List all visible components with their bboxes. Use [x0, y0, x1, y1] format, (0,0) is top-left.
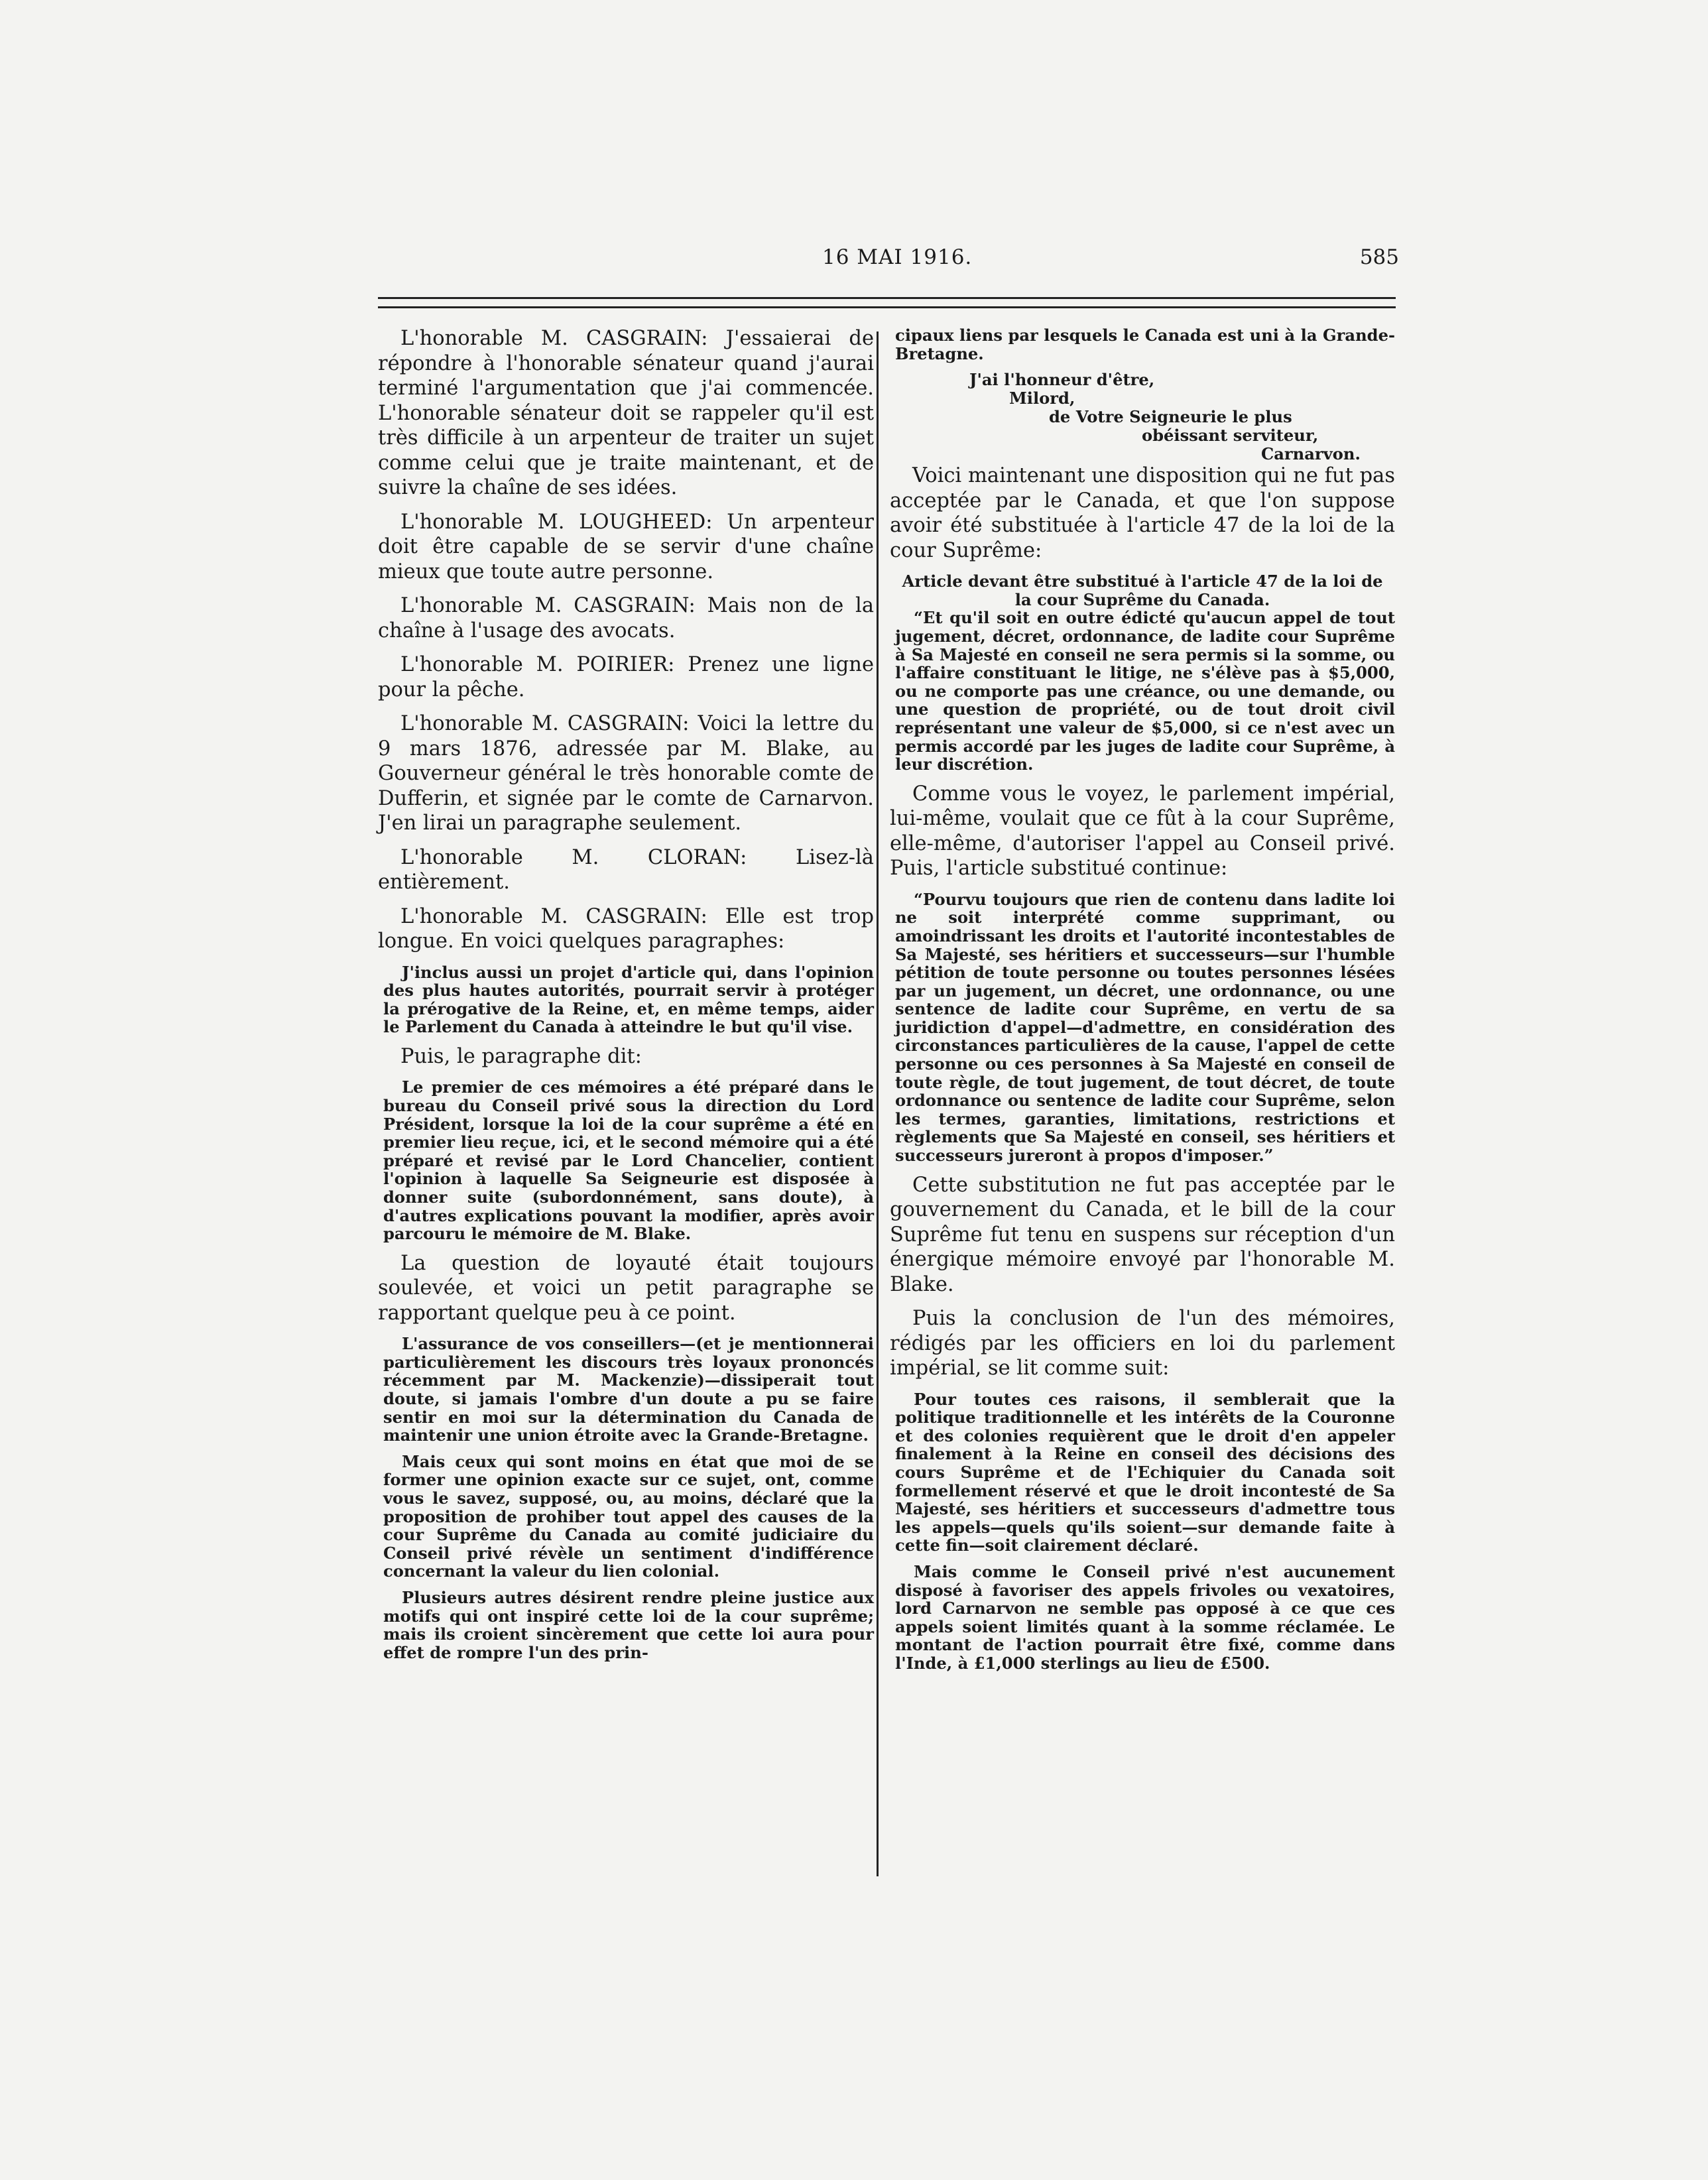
- header-date: 16 MAI 1916.: [822, 245, 973, 269]
- paragraph: L'honorable M. CASGRAIN: Elle est trop longue. En voici quelques paragraphes:: [378, 904, 874, 953]
- letter-signature-line: de Votre Seigneurie le plus: [1049, 407, 1292, 427]
- letter-signature-line: J'ai l'honneur d'être,: [969, 370, 1155, 390]
- header-rule-bottom: [378, 306, 1396, 308]
- quoted-paragraph: J'inclus aussi un projet d'article qui, dans l'opinion des plus hautes autorités, pourrait servir à protéger la prérogative de la Reine, et, en même temps, aider le Parlement du Canada à atteindre le but qu'il vise.: [383, 962, 874, 1037]
- paragraph: Cette substitution ne fut pas acceptée par le gouvernement du Canada, et le bill de la cour Suprême fut tenu en suspens sur réception d'un énergique mémoire envoyé par l'honorable M. Blake.: [890, 1173, 1395, 1296]
- paragraph: La question de loyauté était toujours soulevée, et voici un petit paragraphe se rapportant quelque peu à ce point.: [378, 1251, 874, 1325]
- paragraph: L'honorable M. LOUGHEED: Un arpenteur doit être capable de se servir d'une chaîne mieux que toute autre personne.: [378, 510, 874, 583]
- column-divider: [877, 332, 879, 1876]
- article-title: Article devant être substitué à l'article 47 de la loi de la cour Suprême du Canada.: [902, 572, 1383, 609]
- quoted-paragraph: Plusieurs autres désirent rendre pleine justice aux motifs qui ont inspiré cette loi de la cour suprême; mais ils croient sincèrement que cette loi aura pour effet de rompre l'un des prin-: [383, 1587, 874, 1662]
- left-column: [378, 326, 874, 1669]
- quoted-paragraph: Mais ceux qui sont moins en état que moi de se former une opinion exacte sur ce sujet, ont, comme vous le savez, supposé, ou, au moins, déclaré que la proposition de prohiber tout appel des causes de la cour Suprême du Canada au comité judiciaire du Conseil privé révèle un sentiment d'indifférence concernant la valeur du lien colonial.: [383, 1451, 874, 1581]
- paragraph: L'honorable M. CASGRAIN: Voici la lettre du 9 mars 1876, adressée par M. Blake, au Gouverneur général le très honorable comte de Dufferin, et signée par le comte de Carnarvon. J'en lirai un paragraphe seulement.: [378, 712, 874, 835]
- header-rule-top: [378, 297, 1396, 299]
- quoted-paragraph: “Et qu'il soit en outre édicté qu'aucun appel de tout jugement, décret, ordonnance, de ladite cour Suprême à Sa Majesté en conseil ne sera permis si la somme, ou l'affaire constituant le litige, ne s'élève pas à $5,000, ou ne comporte pas une créance, ou une demande, ou une question de propriété, ou de tout droit civil représentant une valeur de $5,000, si ce n'est avec un permis accordé par les juges de ladite cour Suprême, à leur discrétion.: [895, 608, 1395, 774]
- paragraph: L'honorable M. CASGRAIN: J'essaierai de répondre à l'honorable sénateur quand j'aurai terminé l'argumentation que j'ai commencée. L'honorable sénateur doit se rappeler qu'il est très difficile à un arpenteur de traiter un sujet comme celui que je traite maintenant, et de suivre la chaîne de ses idées.: [378, 327, 874, 499]
- letter-signature-line: obéissant serviteur,: [1142, 426, 1319, 446]
- paragraph: Voici maintenant une disposition qui ne fut pas acceptée par le Canada, et que l'on suppose avoir été substituée à l'article 47 de la loi de la cour Suprême:: [890, 464, 1395, 562]
- paragraph: Puis, le paragraphe dit:: [400, 1044, 642, 1068]
- letter-signature-line: Milord,: [1009, 389, 1075, 408]
- quoted-paragraph: “Pourvu toujours que rien de contenu dans ladite loi ne soit interprété comme supprimant, ou amoindrissant les droits et l'autorité incontestables de Sa Majesté, ses héritiers et successeurs—sur l'humble pétition de toute personne ou toutes personnes lésées par un jugement, un décret, une ordonnance, ou une sentence de ladite cour Suprême, en vertu de sa juridiction d'appel—d'admettre, en considération des circonstances particulières de la cause, l'appel de cette personne ou ces personnes à Sa Majesté en conseil de toute règle, de tout jugement, de tout décret, de toute ordonnance ou sentence de ladite cour Suprême, selon les termes, garanties, limitations, restrictions et règlements que Sa Majesté en conseil, ses héritiers et successeurs jureront à propos d'imposer.”: [895, 889, 1395, 1166]
- paragraph: Comme vous le voyez, le parlement impérial, lui-même, voulait que ce fût à la cour Suprême, elle-même, d'autoriser l'appel au Conseil privé. Puis, l'article substitué continue:: [890, 782, 1395, 880]
- quoted-paragraph: L'assurance de vos conseillers—(et je mentionnerai particulièrement les discours très loyaux prononcés récemment par M. Mackenzie)—dissiperait tout doute, si jamais l'ombre d'un doute a pu se faire sentir en moi sur la détermination du Canada de maintenir une union étroite avec la Grande-Bretagne.: [383, 1334, 874, 1445]
- paragraph: L'honorable M. CLORAN: Lisez-là entièrement.: [378, 845, 874, 894]
- quoted-paragraph-continued: cipaux liens par lesquels le Canada est uni à la Grande-Bretagne.: [895, 326, 1395, 363]
- paragraph: L'honorable M. CASGRAIN: Mais non de la chaîne à l'usage des avocats.: [378, 594, 874, 642]
- paragraph: Puis la conclusion de l'un des mémoires, rédigés par les officiers en loi du parlement impérial, se lit comme suit:: [890, 1307, 1395, 1380]
- quoted-paragraph: Mais comme le Conseil privé n'est aucunement disposé à favoriser des appels frivoles ou vexatoires, lord Carnarvon ne semble pas opposé à ce que ces appels soient limités quant à la somme réclamée. Le montant de l'action pourrait être fixé, comme dans l'Inde, à £1,000 sterlings au lieu de £500.: [895, 1561, 1395, 1673]
- paragraph: L'honorable M. POIRIER: Prenez une ligne pour la pêche.: [378, 653, 874, 701]
- page-number: 585: [1359, 245, 1399, 269]
- page-header: [378, 245, 1399, 285]
- quoted-paragraph: Pour toutes ces raisons, il semblerait que la politique traditionnelle et les intérêts de la Couronne et des colonies requièrent que le droit d'en appeler finalement à la Reine en conseil des décisions des cours Suprême et de l'Echiquier du Canada soit formellement réservé et que le droit incontesté de Sa Majesté, ses héritiers et successeurs d'admettre tous les appels—quels qu'ils soient—sur demande faite à cette fin—soit clairement déclaré.: [895, 1389, 1395, 1555]
- letter-signature-line: Carnarvon.: [1261, 444, 1361, 464]
- right-column: [890, 326, 1395, 1681]
- quoted-paragraph: Le premier de ces mémoires a été préparé dans le bureau du Conseil privé sous la direction du Lord Président, lorsque la loi de la cour suprême a été en premier lieu reçue, ici, et le second mémoire qui a été préparé et revisé par le Lord Chancelier, contient l'opinion à laquelle Sa Seigneurie est disposée à donner suite (subordonnément, sans doute), à d'autres explications pouvant la modifier, après avoir parcouru le mémoire de M. Blake.: [383, 1077, 874, 1244]
